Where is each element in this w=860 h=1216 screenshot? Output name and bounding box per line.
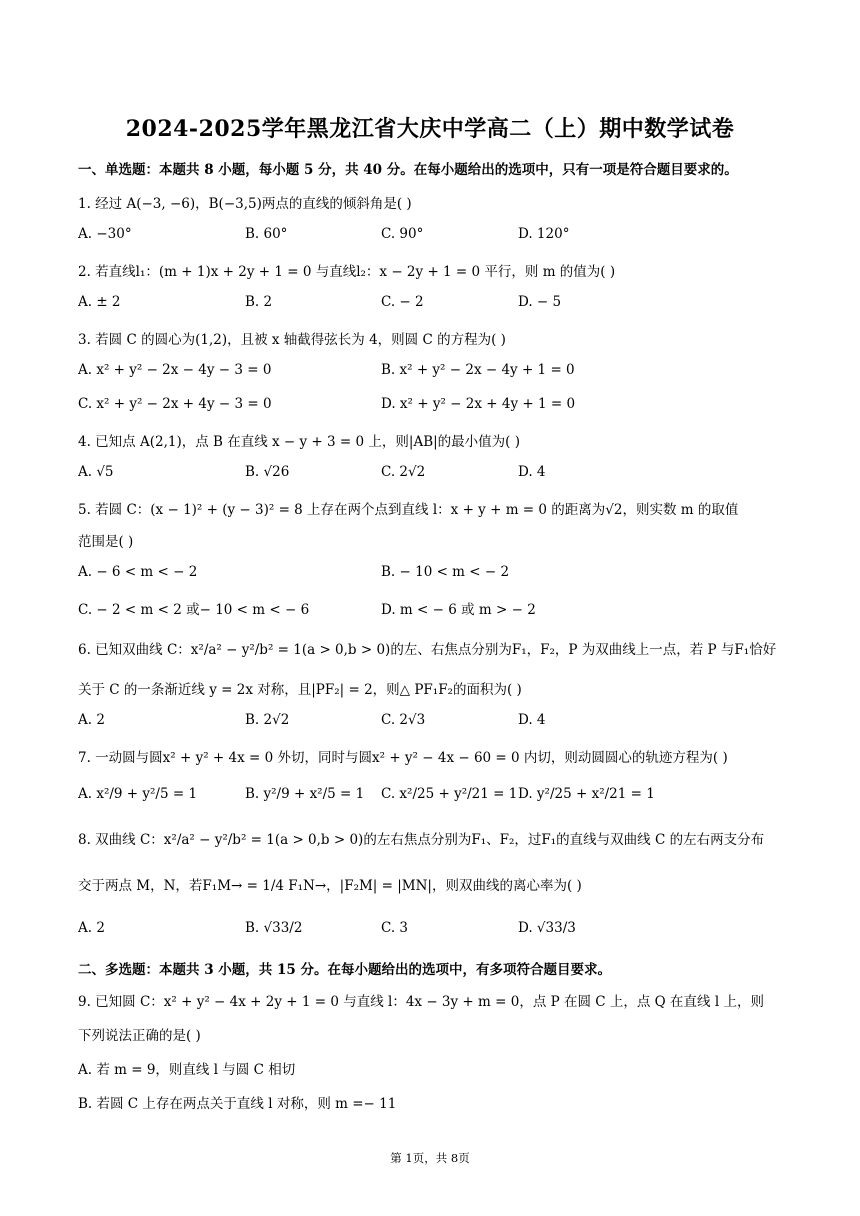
question-2-option-c: C. − 2: [381, 294, 424, 310]
question-6-option-d: D. 4: [518, 712, 546, 728]
question-5-stem-line-1: 5. 若圆 C：(x − 1)² + (y − 3)² = 8 上存在两个点到直线 l：x + y + m = 0 的距离为√2，则实数 m 的取值: [78, 502, 739, 518]
question-5-stem-line-2: 范围是( ): [78, 534, 134, 550]
question-9-stem-line-1: 9. 已知圆 C：x² + y² − 4x + 2y + 1 = 0 与直线 l：4x − 3y + m = 0，点 P 在圆 C 上，点 Q 在直线 l 上，则: [78, 994, 764, 1010]
question-4-option-a: A. √5: [78, 464, 114, 480]
question-9-stem-line-2: 下列说法正确的是( ): [78, 1028, 201, 1044]
question-7-option-b: B. y²/9 + x²/5 = 1: [245, 786, 365, 802]
question-2-option-b: B. 2: [245, 294, 273, 310]
question-5-option-b: B. − 10 < m < − 2: [381, 564, 510, 580]
question-1-option-c: C. 90°: [381, 226, 424, 242]
question-3-stem: 3. 若圆 C 的圆心为(1,2)，且被 x 轴截得弦长为 4，则圆 C 的方程为( ): [78, 332, 506, 348]
exam-title: 2024-2025学年黑龙江省大庆中学高二（上）期中数学试卷: [125, 116, 735, 142]
question-3-option-d: D. x² + y² − 2x + 4y + 1 = 0: [381, 396, 576, 412]
question-6-option-b: B. 2√2: [245, 712, 290, 728]
question-1-option-a: A. −30°: [78, 226, 132, 242]
question-6-stem-line-2: 关于 C 的一条渐近线 y = 2x 对称，且|PF₂| = 2，则△ PF₁F₂的面积为( ): [78, 682, 522, 698]
question-4-option-c: C. 2√2: [381, 464, 426, 480]
question-8-option-c: C. 3: [381, 920, 409, 936]
question-8-stem-line-1: 8. 双曲线 C：x²/a² − y²/b² = 1(a > 0,b > 0)的左右焦点分别为F₁、F₂，过F₁的直线与双曲线 C 的左右两支分布: [78, 832, 765, 848]
question-4-option-d: D. 4: [518, 464, 546, 480]
question-6-option-a: A. 2: [78, 712, 105, 728]
question-6-option-c: C. 2√3: [381, 712, 426, 728]
question-8-option-a: A. 2: [78, 920, 105, 936]
question-1-stem: 1. 经过 A(−3, −6)，B(−3,5)两点的直线的倾斜角是( ): [78, 196, 412, 212]
question-8-option-d: D. √33/3: [518, 920, 576, 936]
question-9-option-a: A. 若 m = 9，则直线 l 与圆 C 相切: [78, 1062, 296, 1078]
question-2-option-a: A. ± 2: [78, 294, 121, 310]
question-6-stem-line-1: 6. 已知双曲线 C：x²/a² − y²/b² = 1(a > 0,b > 0)的左、右焦点分别为F₁，F₂，P 为双曲线上一点，若 P 与F₁恰好: [78, 642, 777, 658]
question-3-option-c: C. x² + y² − 2x + 4y − 3 = 0: [78, 396, 272, 412]
question-7-option-d: D. y²/25 + x²/21 = 1: [518, 786, 655, 802]
question-2-option-d: D. − 5: [518, 294, 562, 310]
question-8-stem-line-2: 交于两点 M，N，若F₁M→ = 1/4 F₁N→，|F₂M| = |MN|，则双曲线的离心率为( ): [78, 878, 582, 894]
section-multiple-choice-heading: 二、多选题：本题共 3 小题，共 15 分。在每小题给出的选项中，有多项符合题目要求。: [78, 962, 611, 978]
question-1-option-b: B. 60°: [245, 226, 288, 242]
question-5-option-d: D. m < − 6 或 m > − 2: [381, 602, 536, 618]
question-4-stem: 4. 已知点 A(2,1)，点 B 在直线 x − y + 3 = 0 上，则|AB|的最小值为( ): [78, 434, 520, 450]
question-4-option-b: B. √26: [245, 464, 290, 480]
question-3-option-b: B. x² + y² − 2x − 4y + 1 = 0: [381, 362, 575, 378]
question-2-stem: 2. 若直线l₁：(m + 1)x + 2y + 1 = 0 与直线l₂：x − 2y + 1 = 0 平行，则 m 的值为( ): [78, 264, 616, 280]
question-3-option-a: A. x² + y² − 2x − 4y − 3 = 0: [78, 362, 272, 378]
page-footer: 第 1页，共 8页: [390, 1151, 470, 1165]
section-single-choice-heading: 一、单选题：本题共 8 小题，每小题 5 分，共 40 分。在每小题给出的选项中，只有一项是符合题目要求的。: [78, 162, 738, 178]
question-7-stem: 7. 一动圆与圆x² + y² + 4x = 0 外切，同时与圆x² + y² − 4x − 60 = 0 内切，则动圆圆心的轨迹方程为( ): [78, 750, 728, 766]
question-9-option-b: B. 若圆 C 上存在两点关于直线 l 对称，则 m =− 11: [78, 1096, 397, 1112]
question-1-option-d: D. 120°: [518, 226, 570, 242]
question-5-option-a: A. − 6 < m < − 2: [78, 564, 198, 580]
question-5-option-c: C. − 2 < m < 2 或− 10 < m < − 6: [78, 602, 310, 618]
question-7-option-a: A. x²/9 + y²/5 = 1: [78, 786, 198, 802]
question-8-option-b: B. √33/2: [245, 920, 303, 936]
question-7-option-c: C. x²/25 + y²/21 = 1: [381, 786, 518, 802]
